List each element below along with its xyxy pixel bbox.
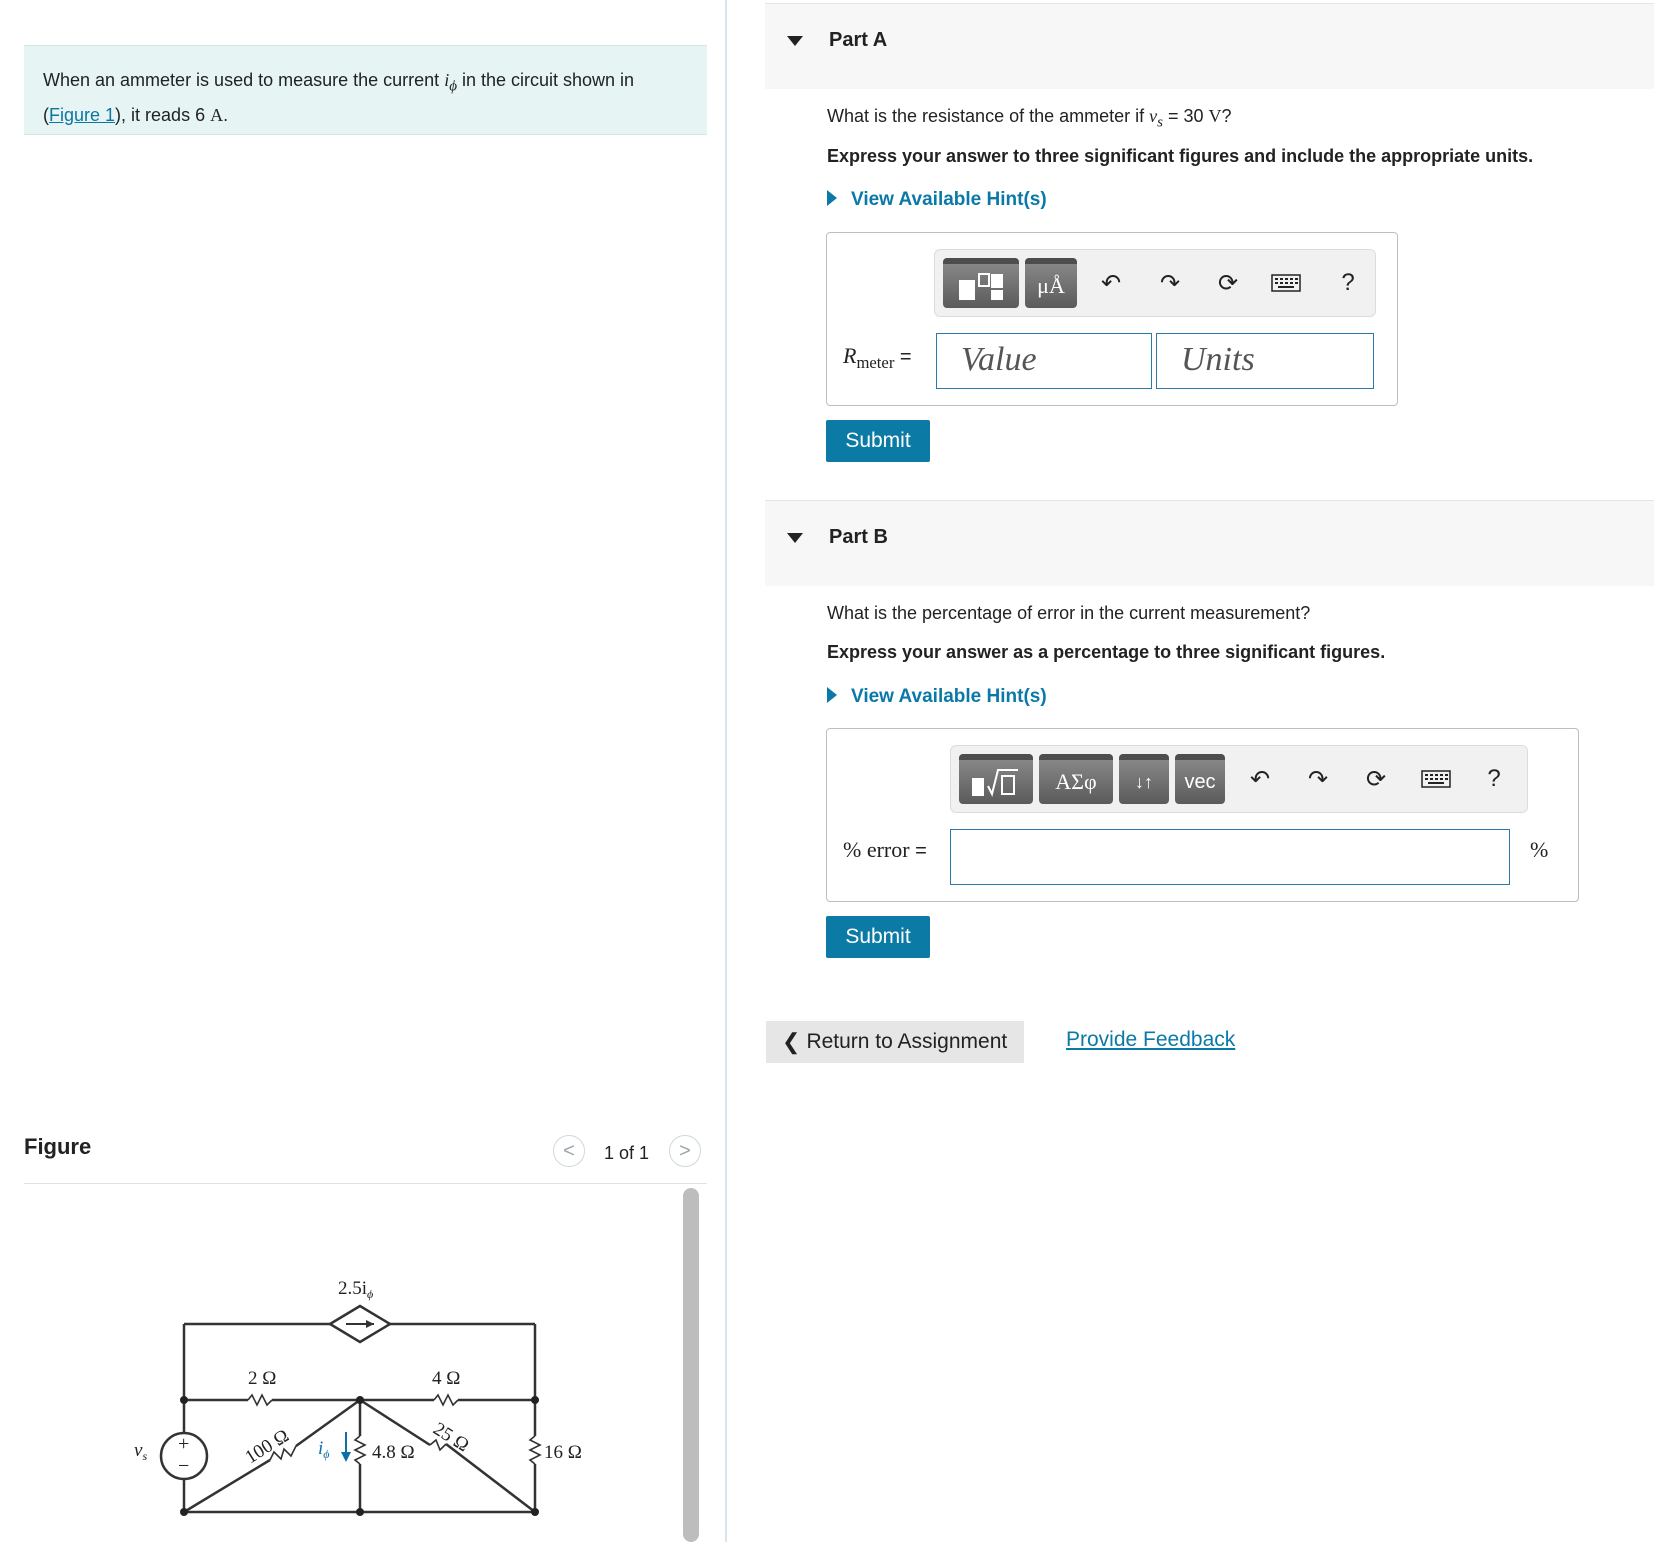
- part-b-question: What is the percentage of error in the current measurement?: [827, 603, 1311, 623]
- resistor-25-label: 25 Ω: [429, 1418, 473, 1457]
- r-meter-label: $R_{meter}$ =: [843, 343, 912, 372]
- resistor-4-8-label: 4.8 Ω: [372, 1442, 415, 1463]
- problem-end: .: [223, 104, 229, 125]
- units-button[interactable]: μÅ: [1025, 258, 1077, 308]
- part-a-answer-box: [826, 232, 1398, 406]
- percent-unit: %: [1530, 837, 1549, 862]
- resistor-100-label: 100 Ω: [241, 1425, 293, 1469]
- problem-panel: [0, 0, 725, 1542]
- part-b-hint-link[interactable]: View Available Hint(s): [827, 686, 1047, 708]
- next-figure-button[interactable]: [669, 1135, 701, 1167]
- problem-text-2: in the circuit shown in (: [43, 70, 635, 125]
- resistor-16-label: 16 Ω: [544, 1442, 582, 1463]
- collapse-icon: [787, 533, 803, 543]
- percent-error-input[interactable]: [950, 829, 1510, 885]
- figure-title: Figure: [24, 1134, 92, 1159]
- undo-icon[interactable]: ↶: [1249, 765, 1271, 793]
- part-b-submit-button[interactable]: Submit: [826, 916, 930, 958]
- chevron-right-icon: >: [679, 1139, 691, 1162]
- part-a-title: Part A: [829, 29, 888, 51]
- figure-counter: 1 of 1: [604, 1143, 650, 1163]
- redo-icon[interactable]: ↷: [1307, 765, 1329, 793]
- current-label: $i_\phi$: [318, 1438, 330, 1461]
- part-b-answer-box: [826, 728, 1579, 902]
- help-icon[interactable]: ?: [1341, 269, 1355, 296]
- vs-label: $v_s$: [134, 1440, 148, 1463]
- current-symbol: $i_\phi$: [444, 70, 457, 95]
- resistor-2-label: 2 Ω: [248, 1368, 277, 1389]
- chevron-left-icon: ❮: [782, 1029, 801, 1054]
- svg-text:+: +: [178, 1433, 190, 1455]
- percent-error-label: % error =: [843, 837, 927, 862]
- figure-scrollbar[interactable]: [683, 1188, 699, 1542]
- part-b-header[interactable]: [765, 500, 1654, 586]
- templates-button[interactable]: [959, 754, 1033, 804]
- return-to-assignment-button[interactable]: ❮ Return to Assignment: [766, 1021, 1024, 1063]
- templates-button[interactable]: [943, 258, 1019, 308]
- redo-icon[interactable]: ↷: [1159, 269, 1181, 297]
- answer-panel: [727, 0, 1654, 1542]
- dep-source-label: $2.5i_\phi$: [338, 1278, 374, 1301]
- part-a-toolbar: [934, 249, 1376, 317]
- part-b-toolbar: [950, 745, 1528, 813]
- reset-icon[interactable]: ⟳: [1365, 765, 1387, 793]
- part-a-instruction: Express your answer to three significant figures and include the appropriate units.: [827, 146, 1534, 166]
- value-input[interactable]: Value: [936, 333, 1152, 389]
- help-icon[interactable]: ?: [1487, 765, 1501, 792]
- triangle-right-icon: [827, 190, 837, 206]
- prev-figure-button[interactable]: [553, 1135, 585, 1167]
- unit-amp: A: [210, 104, 224, 125]
- vector-button[interactable]: vec: [1175, 754, 1225, 804]
- problem-statement: [24, 45, 707, 135]
- templates-icon: [955, 270, 1007, 302]
- keyboard-icon[interactable]: [1271, 266, 1301, 300]
- triangle-right-icon: [827, 687, 837, 703]
- part-b-instruction: Express your answer as a percentage to three significant figures.: [827, 642, 1386, 662]
- figure-link[interactable]: Figure 1: [49, 104, 116, 125]
- part-b-title: Part B: [829, 526, 888, 548]
- arrows-button[interactable]: ↓↑: [1119, 754, 1169, 804]
- problem-text: When an ammeter is used to measure the current: [43, 70, 445, 90]
- part-a-hint-link[interactable]: View Available Hint(s): [827, 189, 1047, 211]
- keyboard-icon[interactable]: [1421, 762, 1451, 796]
- undo-icon[interactable]: ↶: [1100, 269, 1122, 297]
- provide-feedback-link[interactable]: Provide Feedback: [1066, 1028, 1236, 1051]
- resistor-4-label: 4 Ω: [432, 1368, 461, 1389]
- collapse-icon: [787, 36, 803, 46]
- part-a-header[interactable]: [765, 3, 1654, 89]
- sqrt-templates-icon: [968, 766, 1024, 798]
- chevron-left-icon: <: [563, 1139, 575, 1162]
- part-a-question: What is the resistance of the ammeter if $v_s = 30$ V?: [827, 106, 1232, 131]
- figure-divider: [24, 1183, 707, 1184]
- greek-symbols-button[interactable]: ΑΣφ: [1039, 754, 1113, 804]
- problem-text-3: ), it reads 6: [115, 104, 211, 125]
- reset-icon[interactable]: ⟳: [1217, 269, 1239, 297]
- circuit-diagram: [120, 1260, 600, 1542]
- part-a-submit-button[interactable]: Submit: [826, 420, 930, 462]
- svg-text:−: −: [178, 1455, 190, 1477]
- units-input[interactable]: Units: [1156, 333, 1374, 389]
